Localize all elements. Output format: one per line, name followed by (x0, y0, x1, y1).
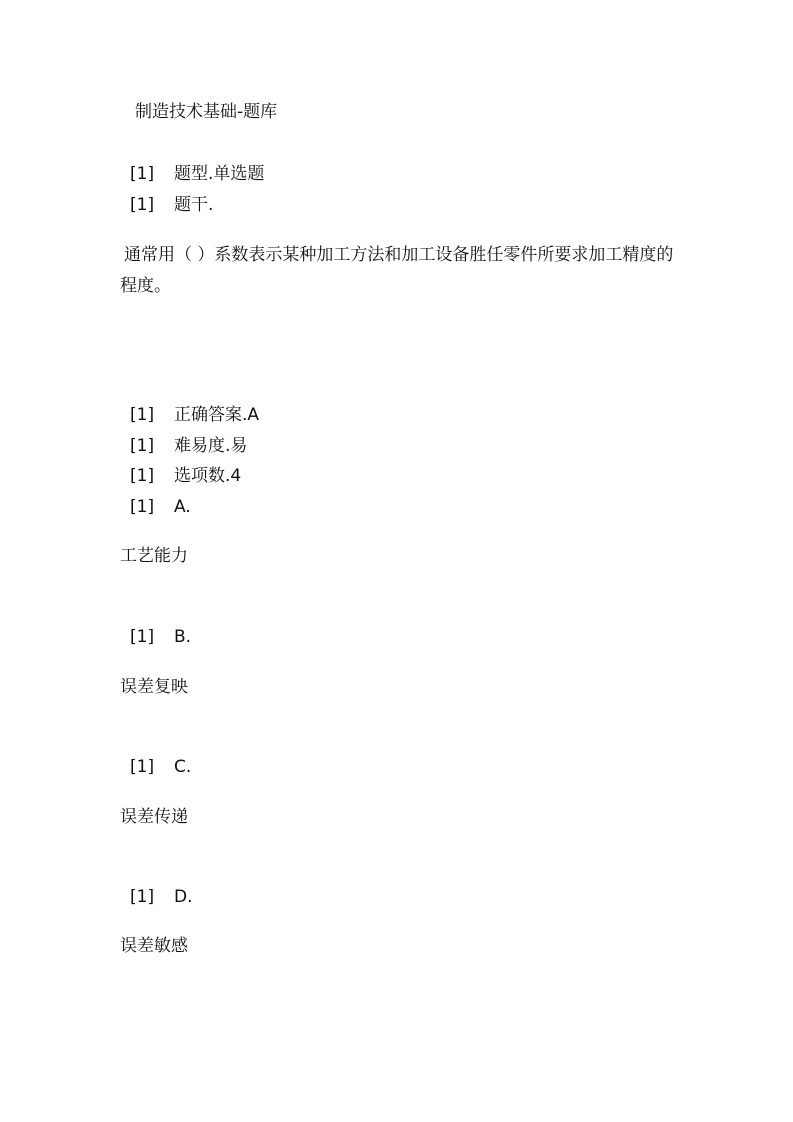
item-marker: [1] (130, 405, 155, 425)
question-type: 题型.单选题 (174, 164, 265, 184)
question-stem-label: 题干. (174, 195, 214, 215)
option-a-letter: A. (174, 497, 191, 517)
item-marker: [1] (130, 887, 155, 907)
correct-answer: 正确答案.A (174, 405, 260, 425)
item-marker: [1] (130, 164, 155, 184)
option-b-text: 误差复映 (120, 677, 188, 697)
option-a-text: 工艺能力 (120, 546, 188, 566)
option-count: 选项数.4 (174, 466, 242, 486)
item-marker: [1] (130, 497, 155, 517)
option-c-text: 误差传递 (120, 807, 188, 827)
item-marker: [1] (130, 436, 155, 456)
item-marker: [1] (130, 627, 155, 647)
item-marker: [1] (130, 466, 155, 486)
question-stem: 通常用（ ）系数表示某种加工方法和加工设备胜任零件所要求加工精度的程度。 (120, 245, 674, 296)
option-d-letter: D. (174, 887, 193, 907)
difficulty: 难易度.易 (174, 436, 248, 456)
option-b-letter: B. (174, 627, 192, 647)
item-marker: [1] (130, 195, 155, 215)
item-marker: [1] (130, 757, 155, 777)
document-title: 制造技术基础-题库 (135, 102, 278, 122)
option-d-text: 误差敏感 (120, 936, 188, 956)
option-c-letter: C. (174, 757, 192, 777)
